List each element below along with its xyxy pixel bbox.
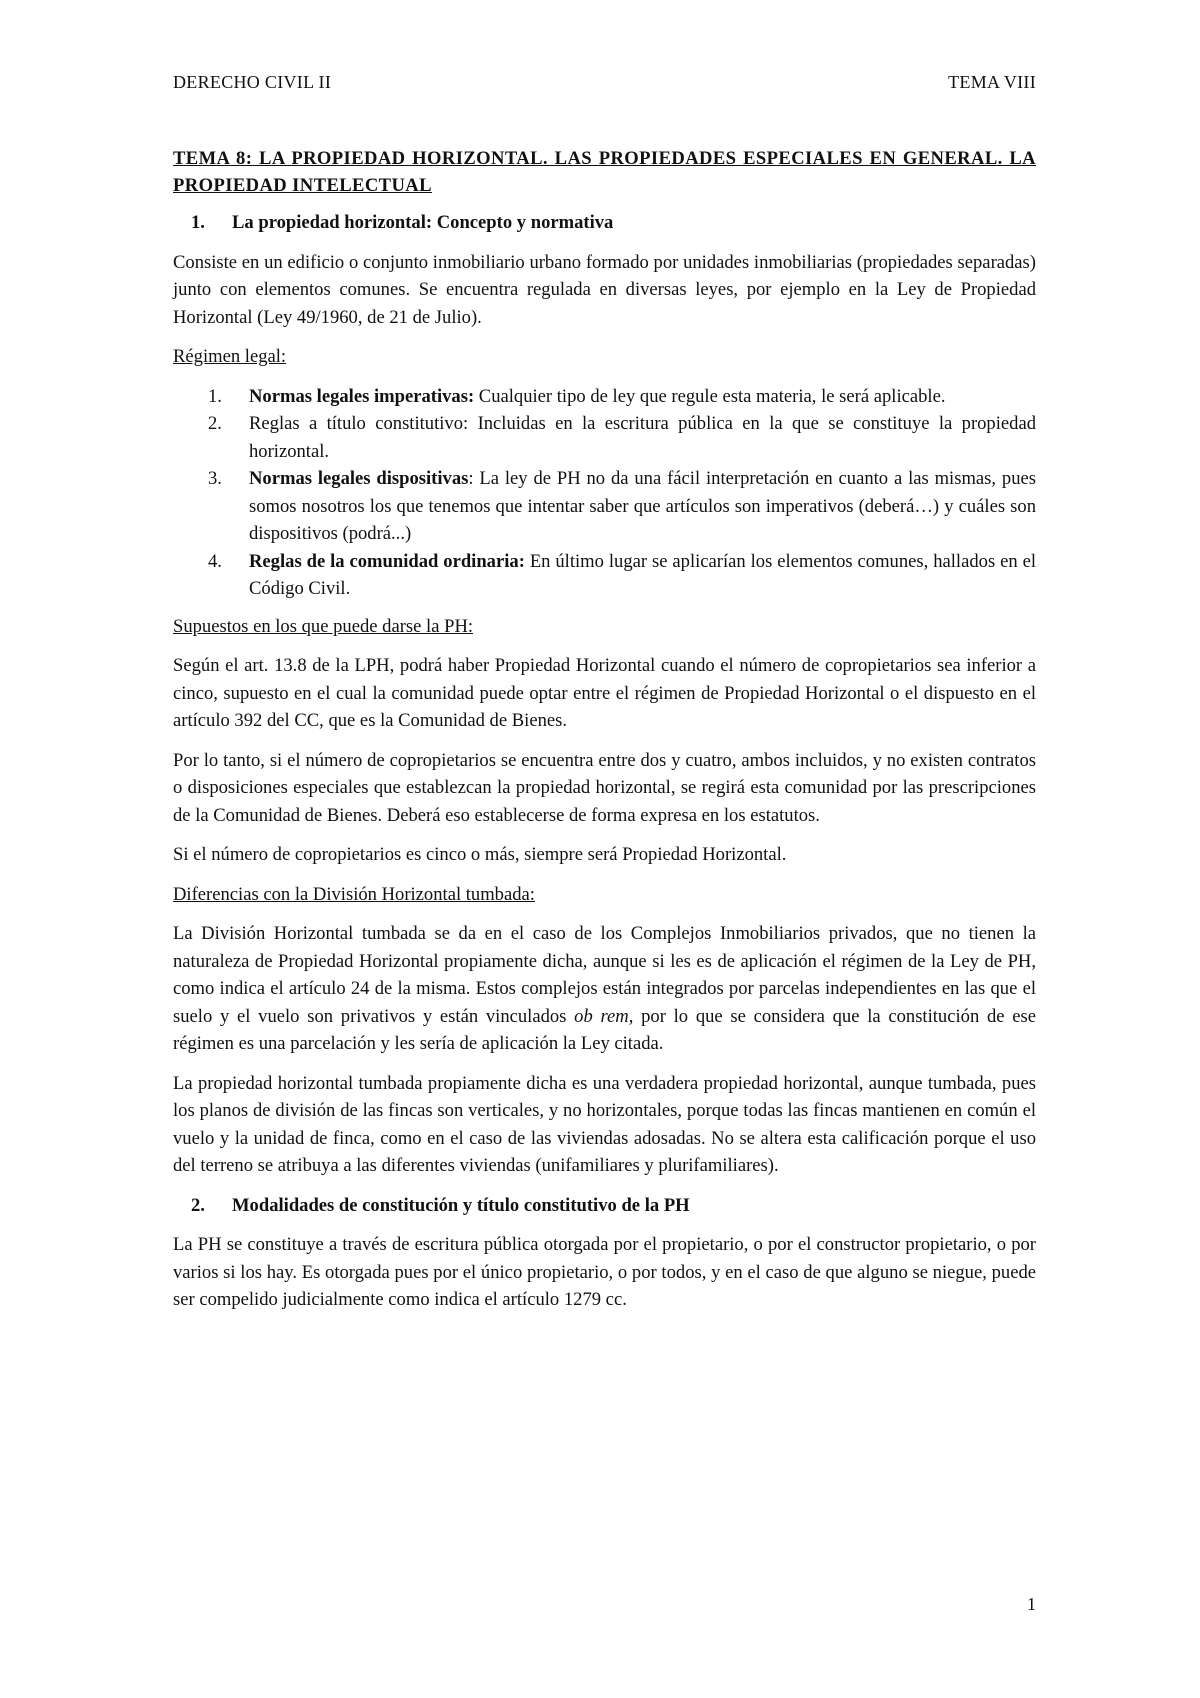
list-item: 2. Reglas a título constitutivo: Incluidas en la escritura pública en la que se constituye la propiedad horizontal. <box>208 413 1036 462</box>
header-right: TEMA VIII <box>948 72 1036 92</box>
section-2-paragraph-1: La PH se constituye a través de escritura pública otorgada por el propietario, o por el constructor propietario, o por varios si los hay. Es otorgada pues por el único propietario, o por todos, y en el caso de que alguno se niegue, puede ser compelido judicialmente como indica el artículo 1279 cc. <box>173 1234 1036 1310</box>
supuestos-paragraph-2: Por lo tanto, si el número de copropietarios se encuentra entre dos y cuatro, ambos incluidos, y no existen contratos o disposiciones especiales que establezcan la propiedad horizontal, se regirá esta comunidad por las prescripciones de la Comunidad de Bienes. Deberá eso establecerse de forma expresa en los estatutos. <box>173 749 1036 826</box>
header-left: DERECHO CIVIL II <box>173 72 332 92</box>
section-1-number: 1. <box>191 212 205 233</box>
section-1-intro: Consiste en un edificio o conjunto inmobiliario urbano formado por unidades inmobiliarias (propiedades separadas) junto con elementos comunes. Se encuentra regulada en diversas leyes, por ejemplo en la Ley de Propiedad Horizontal (Ley 49/1960, de 21 de Julio). <box>173 251 1036 328</box>
list-item: 4. Reglas de la comunidad ordinaria: En último lugar se aplicarían los elementos comunes, hallados en el Código Civil. <box>208 550 1036 599</box>
document-title: TEMA 8: LA PROPIEDAD HORIZONTAL. LAS PROPIEDADES ESPECIALES EN GENERAL. LA PROPIEDAD INTELECTUAL <box>173 148 1036 196</box>
list-item-bold: Normas legales imperativas: <box>249 385 475 407</box>
supuestos-paragraph-3: Si el número de copropietarios es cinco o más, siempre será Propiedad Horizontal. <box>173 844 787 865</box>
section-2-number: 2. <box>191 1194 205 1216</box>
page-number: 1 <box>1027 1594 1036 1614</box>
list-item-bold: Normas legales dispositivas <box>249 468 469 489</box>
diferencias-paragraph-1: La División Horizontal tumbada se da en el caso de los Complejos Inmobiliarios privados, que no tienen la naturaleza de Propiedad Horizontal propiamente dicha, aunque si les es de aplicación el régimen de la Ley de PH, como indica el artículo 24 de la misma. Estos complejos están integrados por parcelas independientes en las que el suelo y el vuelo son privativos y están vinculados ob rem, por lo que se considera que la constitución de ese régimen es una parcelación y les sería de aplicación la Ley citada. <box>173 923 1036 1054</box>
diferencias-label: Diferencias con la División Horizontal tumbada: <box>173 883 535 905</box>
list-item-bold: Reglas de la comunidad ordinaria: <box>249 550 525 572</box>
page-header <box>173 72 1036 93</box>
list-item-text: Reglas a título constitutivo: Incluidas en la escritura pública en la que se constituye la propiedad horizontal. <box>249 413 1036 462</box>
diferencias-paragraph-2: La propiedad horizontal tumbada propiamente dicha es una verdadera propiedad horizontal, aunque tumbada, pues los planos de división de las fincas son verticales, y no horizontales, porque todas las fincas mantienen en común el vuelo y la unidad de finca, como en el caso de las viviendas adosadas. No se altera esta calificación porque el uso del terreno se atribuya a las diferentes viviendas (unifamiliares y plurifamiliares). <box>173 1072 1036 1176</box>
supuestos-label: Supuestos en los que puede darse la PH: <box>173 615 474 637</box>
regimen-legal-list <box>173 383 1036 603</box>
supuestos-paragraph-1: Según el art. 13.8 de la LPH, podrá haber Propiedad Horizontal cuando el número de copropietarios sea inferior a cinco, supuesto en el cual la comunidad puede optar entre el régimen de Propiedad Horizontal o el dispuesto en el artículo 392 del CC, que es la Comunidad de Bienes. <box>173 655 1036 731</box>
section-1-title: La propiedad horizontal: Concepto y normativa <box>232 212 614 233</box>
document-body <box>173 145 1036 1326</box>
list-item: 3. Normas legales dispositivas: La ley de PH no da una fácil interpretación en cuanto a las mismas, pues somos nosotros los que tenemos que intentar saber que artículos son imperativos (deberá…) y cuáles son dispositivos (podrá...) <box>208 468 1036 544</box>
list-item-text: Cualquier tipo de ley que regule esta materia, le será aplicable. <box>474 385 946 407</box>
section-2-heading <box>173 1192 1036 1220</box>
latin-term: ob rem <box>574 1005 629 1027</box>
section-2-title: Modalidades de constitución y título constitutivo de la PH <box>232 1194 690 1216</box>
section-1-heading <box>173 209 1036 237</box>
regimen-legal-label: Régimen legal: <box>173 346 287 367</box>
list-item-text: : La ley de PH no da una fácil interpretación en cuanto a las mismas, pues somos nosotros los que tenemos que intentar saber que artículos son imperativos (deberá…) y cuáles son dispositivos (podrá...) <box>249 468 1036 544</box>
list-item: 1. Normas legales imperativas: Cualquier tipo de ley que regule esta materia, le será aplicable. <box>208 385 946 407</box>
list-item-text: En último lugar se aplicarían los elementos comunes, hallados en el Código Civil. <box>249 550 1036 599</box>
